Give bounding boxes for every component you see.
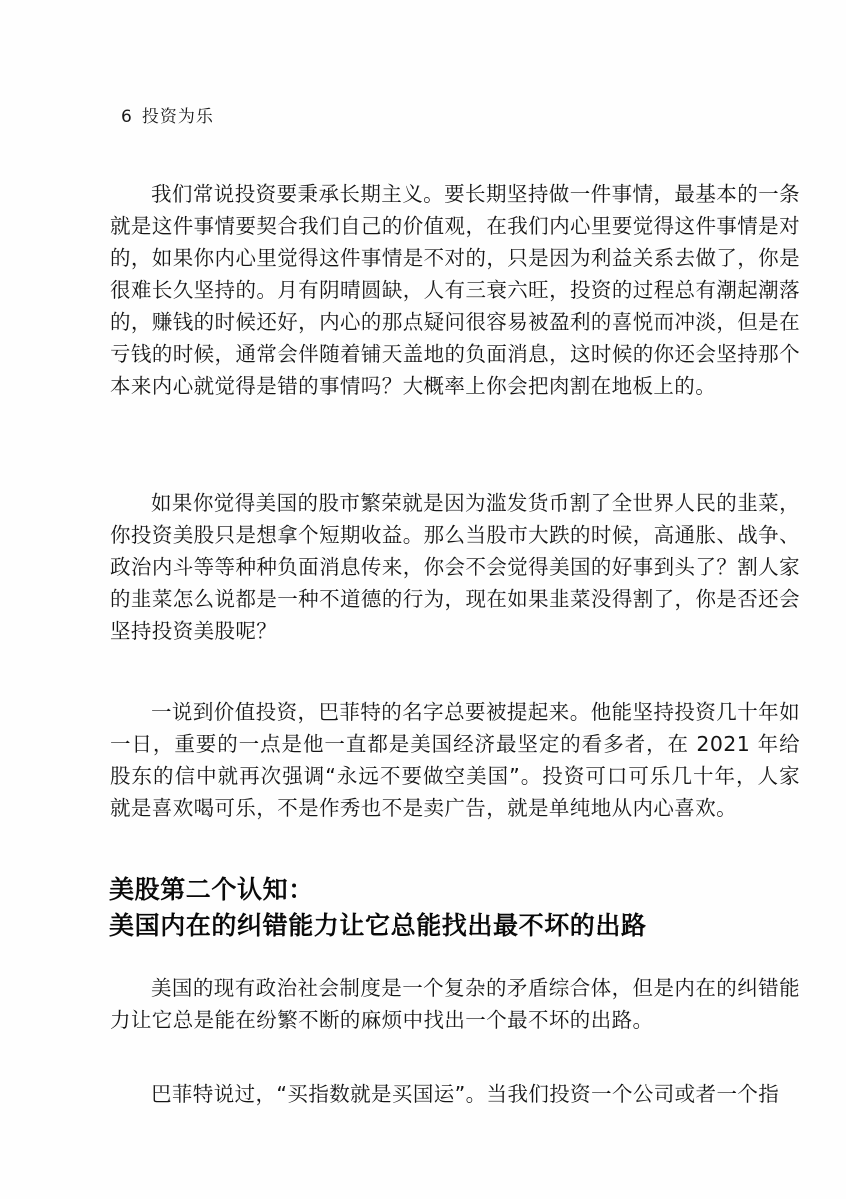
paragraph-political-system: 美国的现有政治社会制度是一个复杂的矛盾综合体，但是内在的纠错能力让它总是能在纷繁不断的麻烦中找出一个最不坏的出路。 (110, 976, 800, 1032)
running-header (121, 102, 214, 127)
paragraph-long-termism: 我们常说投资要秉承长期主义。要长期坚持做一件事情，最基本的一条就是这件事情要契合我们自己的价值观，在我们内心里要觉得这件事情是对的，如果你内心里觉得这件事情是不对的，只是因为利益关系去做了，你是很难长久坚持的。月有阴晴圆缺，人有三衰六旺，投资的过程总有潮起潮落的，赚钱的时候还好，内心的那点疑问很容易被盈利的喜悦而冲淡，但是在亏钱的时候，通常会伴随着铺天盖地的负面消息，这时候的你还会坚持那个本来内心就觉得是错的事情吗？大概率上你会把肉割在地板上的。 (110, 182, 800, 398)
section-heading-line1: 美股第二个认知： (109, 875, 314, 904)
section-heading-line2: 美国内在的纠错能力让它总能找出最不坏的出路 (109, 911, 647, 940)
paragraph-us-stock-motive: 如果你觉得美国的股市繁荣就是因为滥发货币割了全世界人民的韭菜，你投资美股只是想拿个短期收益。那么当股市大跌的时候，高通胀、战争、政治内斗等等种种负面消息传来，你会不会觉得美国的好事到头了？割人家的韭菜怎么说都是一种不道德的行为，现在如果韭菜没得割了，你是否还会坚持投资美股呢？ (110, 491, 800, 643)
paragraph-buffett-value: 一说到价值投资，巴菲特的名字总要被提起来。他能坚持投资几十年如一日，重要的一点是他一直都是美国经济最坚定的看多者，在 2021 年给股东的信中就再次强调“永远不要做空美国”。投资可口可乐几十年，人家就是喜欢喝可乐，不是作秀也不是卖广告，就是单纯地从内心喜欢。 (110, 700, 800, 820)
paragraph-buy-index: 巴菲特说过，“买指数就是买国运”。当我们投资一个公司或者一个指 (151, 1082, 780, 1106)
book-title: 投资为乐 (141, 107, 214, 127)
section-heading (109, 872, 809, 944)
page-number: 6 (121, 107, 133, 127)
